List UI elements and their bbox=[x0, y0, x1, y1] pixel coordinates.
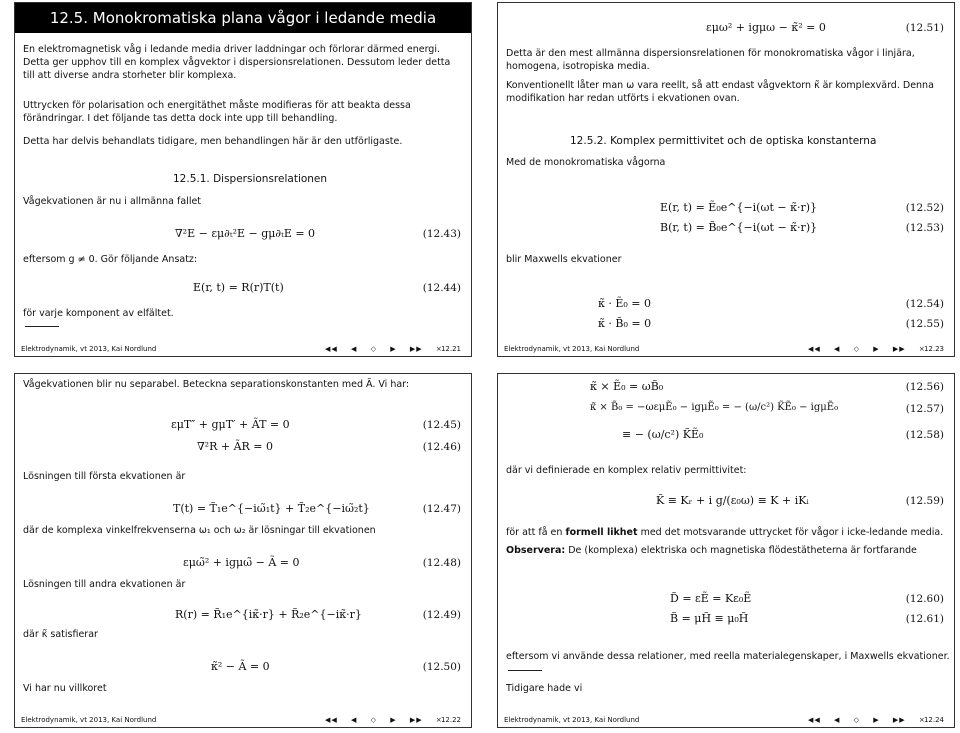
equation: εμω̃² + igμω̃ − Ã = 0 bbox=[183, 556, 300, 569]
last-page-icon[interactable]: ▶▶ bbox=[409, 345, 423, 353]
intro-paragraph: En elektromagnetisk våg i ledande media driver laddningar och förlorar därmed energi. Detta ger upphov till en komplex vågvektor i dispersionsrelationen. Dessutom leder detta till att diverse andra storheter blir komplexa. bbox=[23, 44, 451, 81]
prev-page-icon[interactable]: ◀ bbox=[834, 716, 841, 724]
slide-title: 12.5. Monokromatiska plana vågor i ledande media bbox=[15, 3, 471, 33]
subsection-heading: 12.5.1. Dispersionsrelationen bbox=[173, 173, 328, 185]
equation-number: (12.45) bbox=[422, 419, 461, 431]
first-page-icon[interactable]: ◀◀ bbox=[325, 345, 338, 353]
nav-controls bbox=[808, 342, 936, 356]
toc-icon[interactable]: ◇ bbox=[853, 345, 861, 353]
equation-number: (12.55) bbox=[905, 318, 944, 330]
equation: E(r, t) = Ẽ₀e^{−i(ωt − κ̃·r)} bbox=[660, 201, 817, 214]
nav-controls bbox=[808, 713, 936, 727]
equation: κ̃² − Ã = 0 bbox=[211, 660, 270, 673]
text-span: med det motsvarande uttrycket för vågor i icke-ledande media. bbox=[637, 527, 944, 538]
paragraph: Detta har delvis behandlats tidigare, men behandlingen här är den utförligaste. bbox=[23, 136, 403, 147]
paragraph bbox=[506, 47, 946, 73]
text-line bbox=[506, 544, 917, 557]
equation-number: (12.56) bbox=[905, 381, 944, 393]
text-line: Vågekvationen blir nu separabel. Beteckna separationskonstanten med Ã. Vi har: bbox=[23, 379, 410, 390]
paragraph: Uttrycken för polarisation och energitäthet måste modifieras för att beakta dessa förändringar. I det följande tas detta dock inte upp till behandling. bbox=[23, 100, 411, 124]
equation: B(r, t) = B̃₀e^{−i(ωt − κ̃·r)} bbox=[660, 221, 818, 234]
text-line: Lösningen till andra ekvationen är bbox=[23, 579, 186, 590]
close-icon[interactable]: × bbox=[918, 345, 926, 353]
equation: ≡ − (ω/c²) K̃Ẽ₀ bbox=[622, 428, 704, 441]
first-page-icon[interactable]: ◀◀ bbox=[808, 345, 821, 353]
first-page-icon[interactable]: ◀◀ bbox=[808, 716, 821, 724]
last-page-icon[interactable]: ▶▶ bbox=[892, 716, 906, 724]
text-line: för varje komponent av elfältet. bbox=[23, 308, 174, 319]
prev-page-icon[interactable]: ◀ bbox=[351, 716, 358, 724]
next-page-icon[interactable]: ▶ bbox=[873, 345, 880, 353]
course-label: Elektrodynamik, vt 2013, Kai Nordlund bbox=[504, 345, 640, 353]
prev-page-icon[interactable]: ◀ bbox=[834, 345, 841, 353]
slide-footer bbox=[15, 342, 471, 356]
nav-controls bbox=[325, 342, 453, 356]
equation-number: (12.44) bbox=[422, 282, 461, 294]
toc-icon[interactable]: ◇ bbox=[370, 716, 378, 724]
equation-number: (12.52) bbox=[905, 202, 944, 214]
text-line: eftersom g ≠ 0. Gör följande Ansatz: bbox=[23, 254, 198, 265]
slide-12-21 bbox=[14, 2, 472, 357]
page-number: 12.23 bbox=[923, 345, 944, 353]
slide-12-24 bbox=[497, 373, 955, 728]
equation-number: (12.53) bbox=[905, 222, 944, 234]
slide-footer bbox=[498, 342, 954, 356]
text-span: för att få en bbox=[506, 527, 566, 538]
equation-number: (12.61) bbox=[905, 613, 944, 625]
equation-number: (12.51) bbox=[905, 22, 944, 34]
equation: E(r, t) = R(r)T(t) bbox=[193, 281, 284, 294]
slide-12-22 bbox=[14, 373, 472, 728]
text-line: där vi definierade en komplex relativ permittivitet: bbox=[506, 465, 747, 476]
next-page-icon[interactable]: ▶ bbox=[873, 716, 880, 724]
divider bbox=[25, 326, 59, 327]
next-page-icon[interactable]: ▶ bbox=[390, 716, 397, 724]
equation-number: (12.54) bbox=[905, 298, 944, 310]
prev-page-icon[interactable]: ◀ bbox=[351, 345, 358, 353]
page-number: 12.21 bbox=[440, 345, 461, 353]
equation-number: (12.49) bbox=[422, 609, 461, 621]
equation-number: (12.59) bbox=[905, 495, 944, 507]
equation: κ̃ · B̃₀ = 0 bbox=[598, 317, 652, 330]
text-line: där de komplexa vinkelfrekvenserna ω₁ och ω₂ är lösningar till ekvationen bbox=[23, 525, 376, 536]
equation-number: (12.50) bbox=[422, 661, 461, 673]
equation: K̃ ≡ Kᵣ + i g/(ε₀ω) ≡ K + iKᵢ bbox=[656, 494, 809, 507]
equation: D̃ = εẼ = Kε₀Ẽ bbox=[670, 592, 752, 605]
course-label: Elektrodynamik, vt 2013, Kai Nordlund bbox=[21, 716, 157, 724]
toc-icon[interactable]: ◇ bbox=[853, 716, 861, 724]
equation: εμT″ + gμT′ + ÃT = 0 bbox=[171, 418, 290, 431]
equation: κ̃ × B̃₀ = −ωεμẼ₀ − igμẼ₀ = − (ω/c²) K̃Ẽ₀ − igμẼ₀ bbox=[590, 402, 839, 413]
text-line: Vi har nu villkoret bbox=[23, 683, 107, 694]
course-label: Elektrodynamik, vt 2013, Kai Nordlund bbox=[504, 716, 640, 724]
equation: κ̃ × Ẽ₀ = ωB̃₀ bbox=[590, 380, 664, 393]
equation: R(r) = R̃₁e^{iκ̃·r} + R̃₂e^{−iκ̃·r} bbox=[175, 608, 362, 621]
text-line bbox=[506, 526, 943, 539]
subsection-heading: 12.5.2. Komplex permittivitet och de optiska konstanterna bbox=[570, 135, 877, 147]
toc-icon[interactable]: ◇ bbox=[370, 345, 378, 353]
last-page-icon[interactable]: ▶▶ bbox=[892, 345, 906, 353]
slide-12-23 bbox=[497, 2, 955, 357]
equation: T(t) = T̃₁e^{−iω̃₁t} + T̃₂e^{−iω̃₂t} bbox=[173, 502, 370, 515]
note-label: Observera: bbox=[506, 545, 566, 556]
text-line: Tidigare hade vi bbox=[506, 683, 583, 694]
divider bbox=[508, 670, 542, 671]
equation-number: (12.47) bbox=[422, 503, 461, 515]
first-page-icon[interactable]: ◀◀ bbox=[325, 716, 338, 724]
text-span: De (komplexa) elektriska och magnetiska flödestätheterna är fortfarande bbox=[565, 545, 917, 556]
equation-number: (12.48) bbox=[422, 557, 461, 569]
close-icon[interactable]: × bbox=[435, 716, 443, 724]
text-line: Vågekvationen är nu i allmänna fallet bbox=[23, 196, 202, 207]
emphasis-text: formell likhet bbox=[565, 527, 638, 538]
text-line: Med de monokromatiska vågorna bbox=[506, 157, 666, 168]
equation-number: (12.58) bbox=[905, 429, 944, 441]
equation-number: (12.60) bbox=[905, 593, 944, 605]
page-number: 12.22 bbox=[440, 716, 461, 724]
text-line: där κ̃ satisfierar bbox=[23, 629, 98, 640]
close-icon[interactable]: × bbox=[918, 716, 926, 724]
nav-controls bbox=[325, 713, 453, 727]
course-label: Elektrodynamik, vt 2013, Kai Nordlund bbox=[21, 345, 157, 353]
close-icon[interactable]: × bbox=[435, 345, 443, 353]
equation: ∇²E − εμ∂ₜ²E − gμ∂ₜE = 0 bbox=[175, 227, 316, 240]
text-line: eftersom vi använde dessa relationer, med reella materialegenskaper, i Maxwells ekvationer. bbox=[506, 651, 950, 662]
equation: εμω² + igμω − κ̃² = 0 bbox=[706, 21, 826, 34]
equation: κ̃ · Ẽ₀ = 0 bbox=[598, 297, 652, 310]
next-page-icon[interactable]: ▶ bbox=[390, 345, 397, 353]
equation: ∇²R + ÃR = 0 bbox=[197, 440, 274, 453]
last-page-icon[interactable]: ▶▶ bbox=[409, 716, 423, 724]
text-line: blir Maxwells ekvationer bbox=[506, 254, 622, 265]
slide-footer bbox=[498, 713, 954, 727]
slide-footer bbox=[15, 713, 471, 727]
text-line: Lösningen till första ekvationen är bbox=[23, 471, 186, 482]
equation-number: (12.46) bbox=[422, 441, 461, 453]
equation-number: (12.57) bbox=[905, 403, 944, 415]
equation-number: (12.43) bbox=[422, 228, 461, 240]
paragraph: Konventionellt låter man ω vara reellt, så att endast vågvektorn κ̃ är komplexvärd. Denna modifikation har redan utförts i ekvationen ovan. bbox=[506, 80, 934, 104]
equation: B̃ = μH̃ ≡ μ₀H̃ bbox=[670, 612, 749, 625]
paragraph-text: Detta är den mest allmänna dispersionsrelationen för monokromatiska vågor i linjära, homogena, isotropiska media. bbox=[506, 48, 915, 72]
page-number: 12.24 bbox=[923, 716, 944, 724]
